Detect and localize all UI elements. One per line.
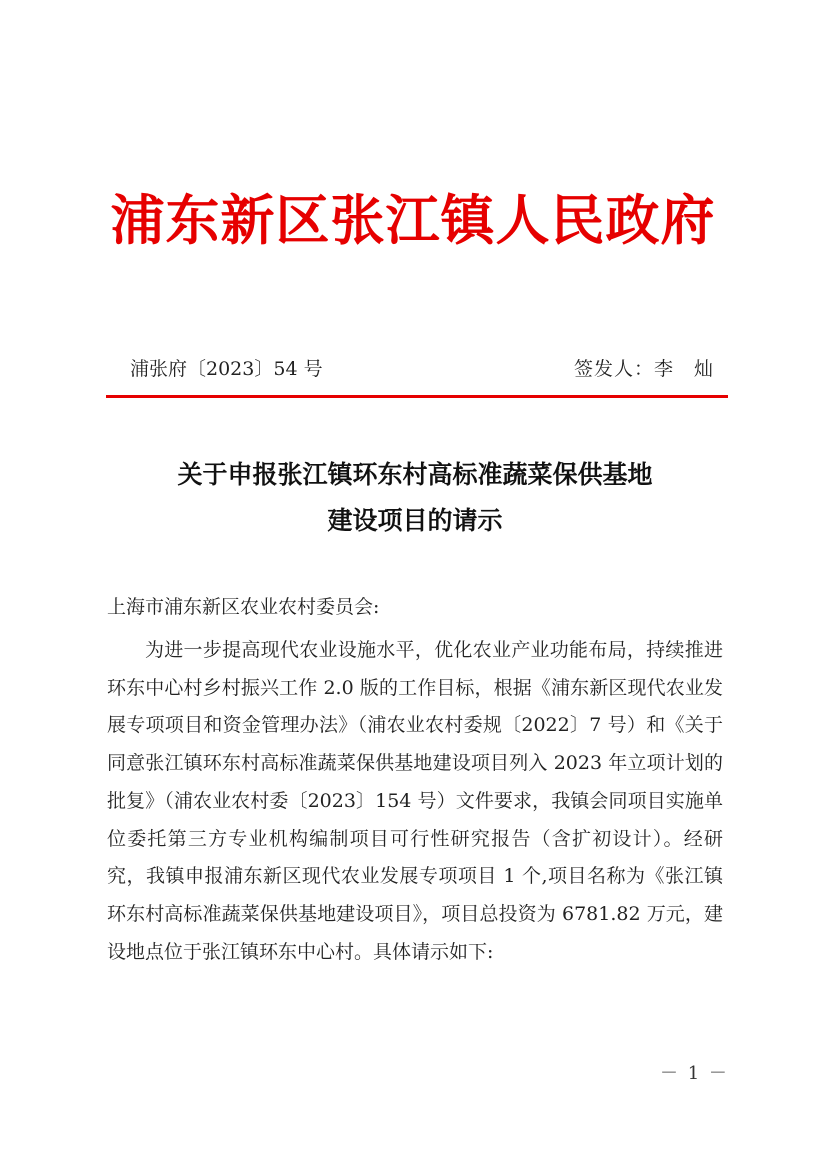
subject-line-2: 建设项目的请示 — [327, 506, 503, 535]
red-divider-line — [106, 395, 728, 398]
recipient: 上海市浦东新区农业农村委员会: — [107, 596, 380, 618]
document-number: 浦张府〔2023〕54 号 — [130, 358, 323, 380]
issuing-authority-title: 浦东新区张江镇人民政府 — [110, 189, 716, 252]
page-number: － 1 － — [660, 1063, 729, 1084]
document-subject — [100, 452, 730, 544]
subject-line-1: 关于申报张江镇环东村高标准蔬菜保供基地 — [177, 460, 653, 489]
body-paragraph: 为进一步提高现代农业设施水平，优化农业产业功能布局，持续推进环东中心村乡村振兴工作 2.0 版的工作目标，根据《浦东新区现代农业发展专项项目和资金管理办法》（浦农业农村委规〔2022〕7 号）和《关于同意张江镇环东村高标准蔬菜保供基地建设项目列入 2023 年立项计划的批复》（浦农业农村委〔2023〕154 号）文件要求，我镇会同项目实施单位委托第三方专业机构编制项目可行性研究报告（含扩初设计）。经研究，我镇申报浦东新区现代农业发展专项项目 1 个,项目名称为《张江镇环东村高标准蔬菜保供基地建设项目》，项目总投资为 6781.82 万元，建设地点位于张江镇环东中心村。具体请示如下: — [107, 639, 723, 963]
signer: 签发人：李 灿 — [573, 358, 714, 380]
